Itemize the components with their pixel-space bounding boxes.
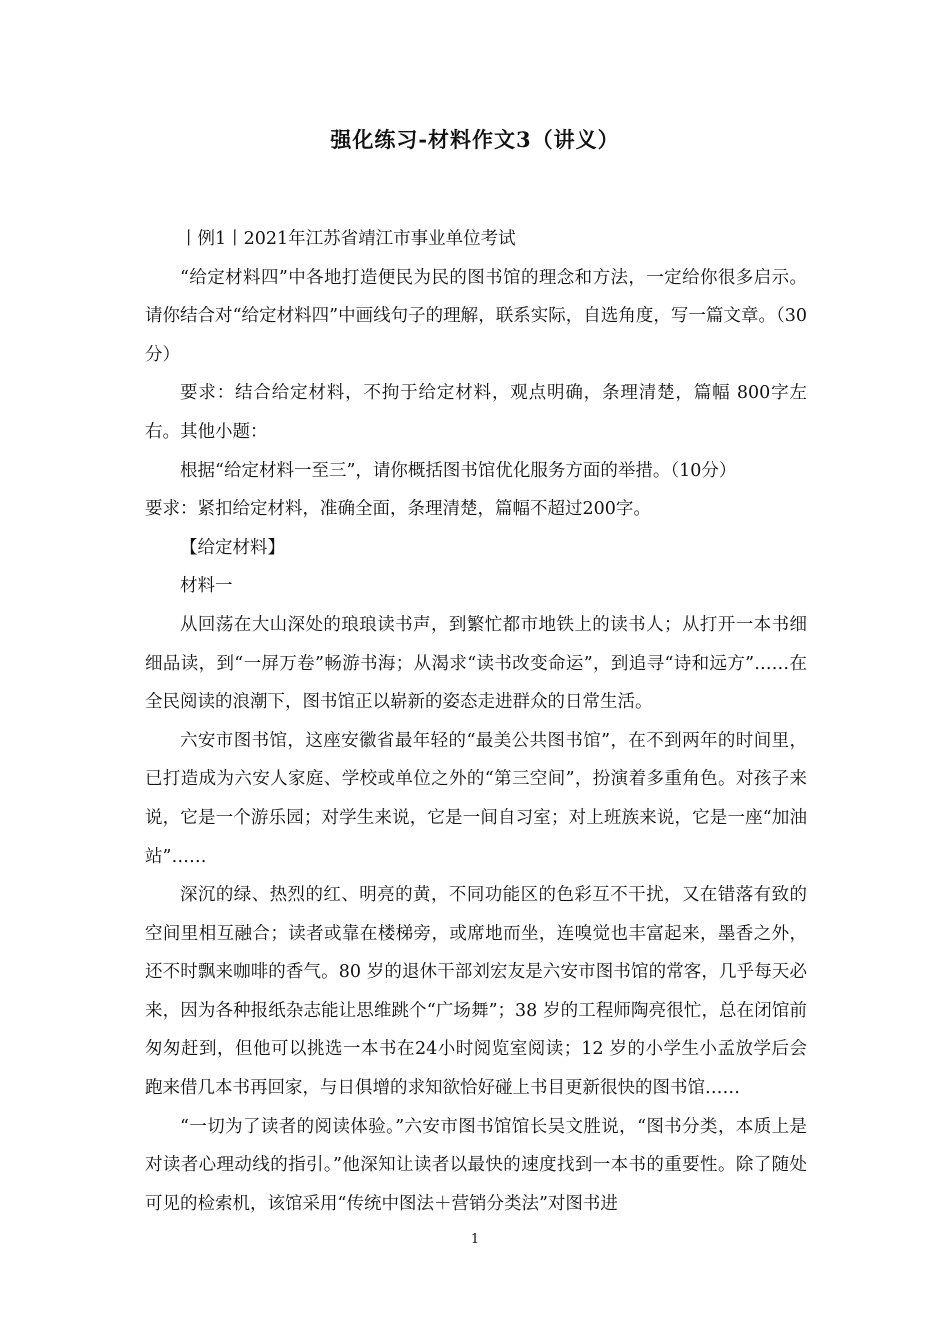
paragraph-body-3: 深沉的绿、热烈的红、明亮的黄，不同功能区的色彩互不干扰，又在错落有致的空间里相互融合；读者或靠在楼梯旁，或席地而坐，连嗅觉也丰富起来，墨香之外，还不时飘来咖啡的香气。80 岁的退休干部刘宏友是六安市图书馆的常客，几乎每天必来，因为各种报纸杂志能让思维跳个“广场舞”；38 岁的工程师陶亮很忙，总在闭馆前匆匆赶到，但他可以挑选一本书在24小时阅览室阅读；12 岁的小学生小孟放学后会跑来借几本书再回家，与日俱增的求知欲恰好碰上书目更新很快的图书馆…… bbox=[145, 885, 807, 1099]
paragraph-requirement-2: 要求：紧扣给定材料，准确全面，条理清楚，篇幅不超过200字。 bbox=[145, 499, 651, 520]
paragraph-question: “给定材料四”中各地打造便民为民的图书馆的理念和方法，一定给你很多启示。请你结合对“给定材料四”中画线句子的理解，联系实际，自选角度，写一篇文章。（30分） bbox=[145, 267, 807, 365]
paragraph-subquestion: 根据“给定材料一至三”，请你概括图书馆优化服务方面的举措。（10分） bbox=[180, 460, 737, 481]
page-number: 1 bbox=[470, 1232, 480, 1247]
paragraph-requirement-1: 要求：结合给定材料，不拘于给定材料，观点明确，条理清楚，篇幅 800字左右。其他小题： bbox=[145, 383, 807, 442]
paragraph-material-heading: 【给定材料】 bbox=[180, 537, 285, 558]
paragraph-material-one: 材料一 bbox=[180, 576, 233, 597]
document-title: 强化练习-材料作文3（讲义） bbox=[330, 127, 620, 152]
paragraph-example-heading: 丨例1丨2021年江苏省靖江市事业单位考试 bbox=[180, 229, 516, 249]
paragraph-body-4: “一切为了读者的阅读体验。”六安市图书馆馆长吴文胜说，“图书分类，本质上是对读者心理动线的指引。”他深知让读者以最快的速度找到一本书的重要性。除了随处可见的检索机，该馆采用“传统中图法＋营销分类法”对图书进 bbox=[145, 1116, 807, 1214]
paragraph-body-2: 六安市图书馆，这座安徽省最年轻的“最美公共图书馆”，在不到两年的时间里，已打造成为六安人家庭、学校或单位之外的“第三空间”，扮演着多重角色。对孩子来说，它是一个游乐园；对学生来说，它是一间自习室；对上班族来说，它是一座“加油站”…… bbox=[145, 730, 807, 867]
document-body bbox=[145, 220, 807, 1223]
paragraph-body-1: 从回荡在大山深处的琅琅读书声，到繁忙都市地铁上的读书人；从打开一本书细细品读，到“一屏万卷”畅游书海；从渴求“读书改变命运”，到追寻“诗和远方”……在全民阅读的浪潮下，图书馆正以崭新的姿态走进群众的日常生活。 bbox=[145, 614, 807, 713]
